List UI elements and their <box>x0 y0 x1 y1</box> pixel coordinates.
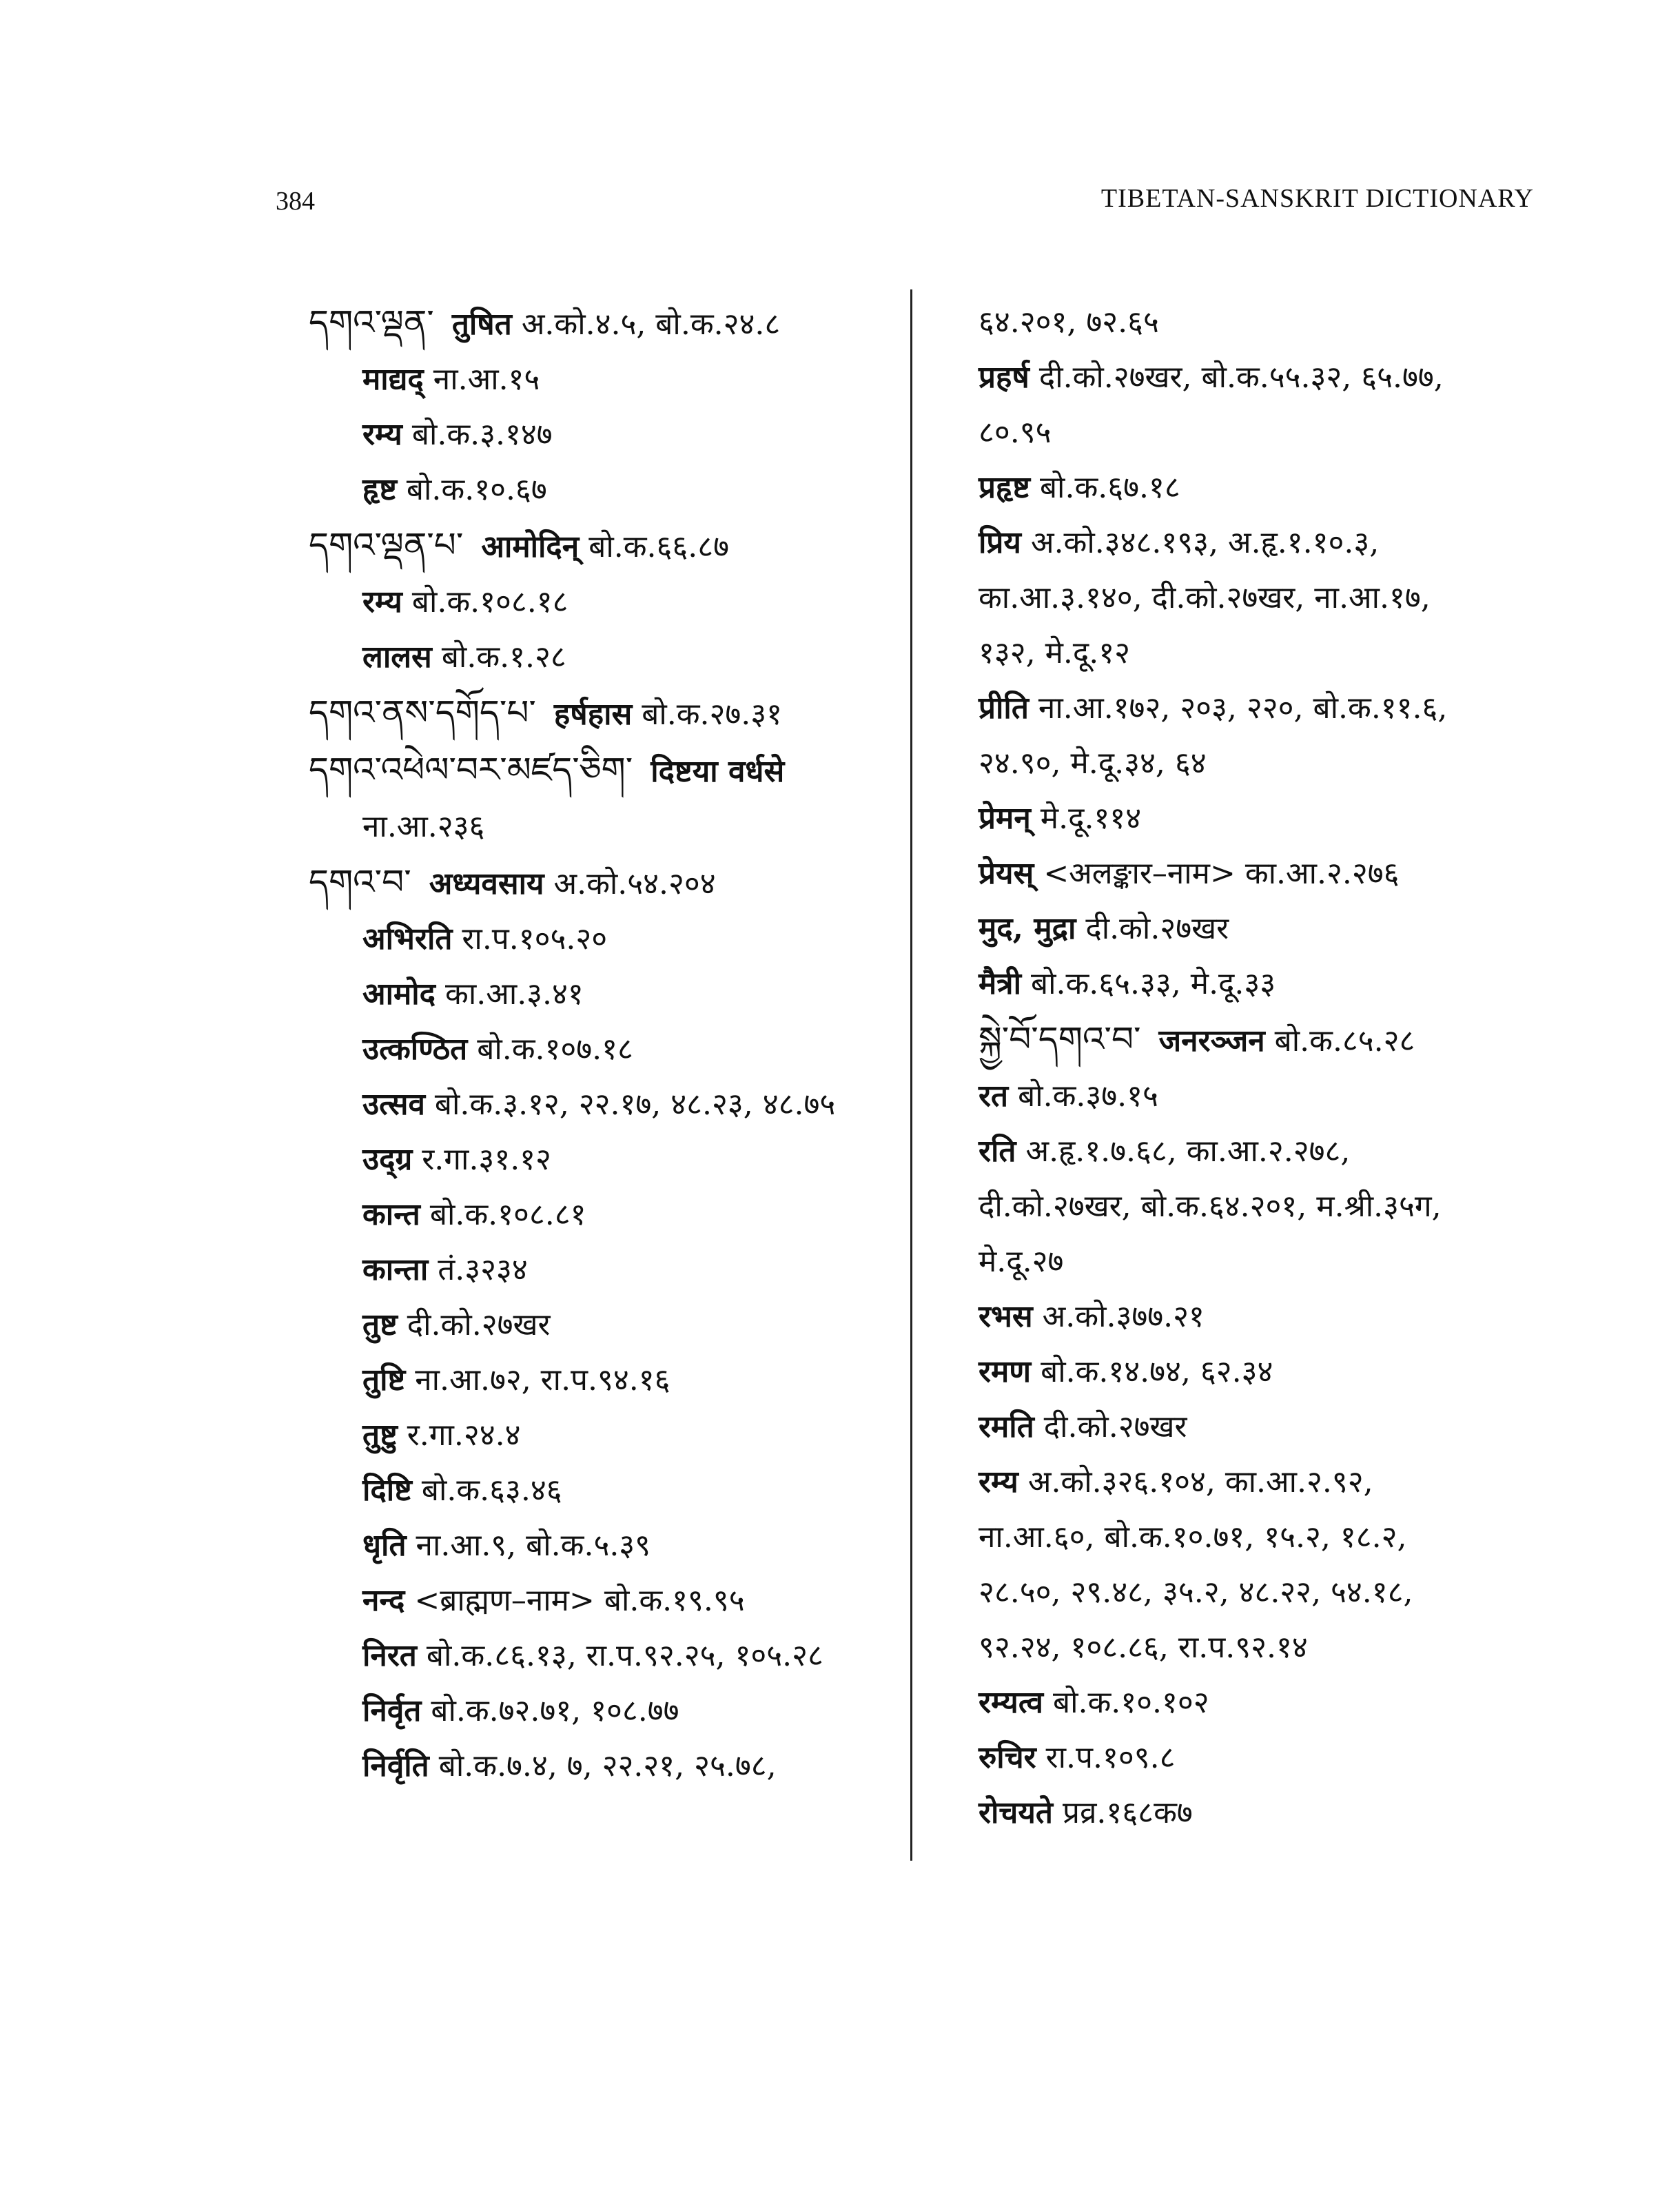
source-reference: १३२, मे.दू.१२ <box>979 635 1131 671</box>
sanskrit-headword: तुषित <box>451 307 512 342</box>
sanskrit-headword: तुष्टु <box>362 1418 398 1453</box>
source-reference: र.गा.३१.१२ <box>422 1142 551 1177</box>
sanskrit-headword: दिष्टि <box>362 1473 412 1508</box>
dictionary-entry-line <box>309 1243 901 1298</box>
sanskrit-headword: मैत्री <box>979 966 1021 1001</box>
sanskrit-headword: धृति <box>362 1528 407 1563</box>
source-reference: बो.क.३७.१५ <box>1018 1079 1158 1114</box>
source-reference: बो.क.१.२८ <box>441 640 566 675</box>
sanskrit-headword: निरत <box>362 1638 417 1673</box>
dictionary-entry-line <box>979 1620 1544 1675</box>
source-reference: बो.क.१०८.८१ <box>429 1197 586 1232</box>
tibetan-term: དགའ་ལྡན་པ་ <box>309 525 464 565</box>
dictionary-entry-line <box>309 295 901 352</box>
sanskrit-headword: रम्य <box>362 584 402 620</box>
source-reference: ना.आ.७२, रा.प.९४.१६ <box>415 1362 670 1398</box>
tibetan-term: དགའ་ལྡན་ <box>309 303 434 343</box>
dictionary-entry-line <box>979 295 1544 350</box>
source-reference: ६४.२०१, ७२.६५ <box>979 305 1159 340</box>
dictionary-entry-line <box>309 1353 901 1408</box>
dictionary-entry-line <box>309 575 901 630</box>
dictionary-right-column <box>979 295 1544 1841</box>
sanskrit-headword: हर्षहास <box>553 697 633 732</box>
source-reference: ना.आ.१७२, २०३, २२०, बो.क.११.६, <box>1038 691 1448 726</box>
source-reference: ना.आ.२३६ <box>362 809 485 844</box>
dictionary-entry-line <box>979 1234 1544 1289</box>
sanskrit-headword: रभस <box>979 1299 1033 1334</box>
dictionary-entry-line <box>979 1345 1544 1400</box>
sanskrit-headword: जनरञ्जन <box>1158 1023 1265 1059</box>
source-reference: र.गा.२४.४ <box>407 1418 521 1453</box>
source-reference: २८.५०, २९.४८, ३५.२, ४८.२२, ५४.१८, <box>979 1575 1413 1610</box>
sanskrit-headword: उत्कण्ठित <box>362 1032 468 1067</box>
dictionary-entry-line <box>309 1463 901 1518</box>
source-reference: बो.क.६७.१८ <box>1039 470 1180 505</box>
dictionary-entry-line <box>309 518 901 575</box>
sanskrit-headword: रम्य <box>362 417 402 452</box>
dictionary-entry-line <box>309 352 901 407</box>
sanskrit-headword: आमोद <box>362 977 436 1012</box>
dictionary-entry-line <box>979 1730 1544 1786</box>
sanskrit-headword: उद्‌ग्र <box>362 1142 413 1177</box>
source-reference: अ.को.४.५, बो.क.२४.८ <box>521 307 781 342</box>
source-reference: मे.दू.२७ <box>979 1244 1064 1279</box>
source-reference: बो.क.१०.१०२ <box>1052 1685 1209 1720</box>
sanskrit-headword: दिष्टया वर्धसे <box>651 754 785 789</box>
sanskrit-headword: प्रहृष्ट <box>979 470 1030 505</box>
sanskrit-headword: प्रहर्ष <box>979 360 1029 395</box>
dictionary-entry-line <box>979 1012 1544 1069</box>
source-reference: बो.क.६६.८७ <box>588 529 730 564</box>
source-reference: मे.दू.११४ <box>1040 801 1142 836</box>
source-reference: का.आ.३.१४०, दी.को.२७खर, ना.आ.१७, <box>979 580 1431 615</box>
source-reference: बो.क.७२.७१, १०८.७७ <box>431 1693 679 1728</box>
dictionary-entry-line <box>309 799 901 855</box>
source-reference: ना.आ.९, बो.क.५.३९ <box>416 1528 651 1563</box>
source-reference: तं.३२३४ <box>438 1252 528 1287</box>
dictionary-entry-line <box>979 350 1544 405</box>
sanskrit-headword: प्रेमन् <box>979 801 1031 836</box>
sanskrit-headword: तुष्टि <box>362 1362 406 1398</box>
dictionary-entry-line <box>979 1786 1544 1841</box>
sanskrit-headword: प्रेयस् <box>979 856 1034 891</box>
sanskrit-headword: आमोदिन् <box>481 529 580 564</box>
sanskrit-headword: उत्सव <box>362 1087 425 1122</box>
dictionary-entry-line <box>309 1518 901 1573</box>
source-reference: बो.क.१०८.१८ <box>411 584 568 620</box>
dictionary-entry-line <box>309 1408 901 1463</box>
sanskrit-headword: प्रीति <box>979 691 1029 726</box>
source-reference: <अलङ्कार–नाम> का.आ.२.२७६ <box>1043 856 1400 891</box>
source-reference: अ.को.५४.२०४ <box>553 866 716 901</box>
dictionary-entry-line <box>979 1510 1544 1565</box>
running-head: TIBETAN-SANSKRIT DICTIONARY <box>1100 184 1534 213</box>
dictionary-entry-line <box>309 1298 901 1353</box>
source-reference: बो.क.१४.७४, ६२.३४ <box>1041 1354 1273 1389</box>
tibetan-term: དགའ་ནས་དགོད་པ་ <box>309 693 536 733</box>
dictionary-entry-line <box>309 1739 901 1794</box>
source-reference: बो.क.८६.१३, रा.प.९२.२५, १०५.२८ <box>426 1638 823 1673</box>
dictionary-entry-line <box>309 1132 901 1187</box>
dictionary-entry-line <box>309 967 901 1022</box>
dictionary-entry-line <box>979 626 1544 681</box>
source-reference: का.आ.३.४१ <box>445 977 584 1012</box>
sanskrit-headword: प्रिय <box>979 525 1021 560</box>
dictionary-entry-line <box>979 846 1544 901</box>
dictionary-entry-line <box>979 405 1544 460</box>
dictionary-entry-line <box>309 855 901 912</box>
sanskrit-headword: कान्ता <box>362 1252 429 1287</box>
source-reference: रा.प.१०५.२० <box>462 921 608 957</box>
sanskrit-headword: हृष्ट <box>362 472 397 507</box>
sanskrit-headword: रुचिर <box>979 1740 1036 1775</box>
sanskrit-headword: अध्यवसाय <box>429 866 544 901</box>
source-reference: बो.क.३.१४७ <box>411 417 553 452</box>
source-reference: ८०.९५ <box>979 415 1052 450</box>
source-reference: बो.क.८५.२८ <box>1274 1023 1415 1059</box>
dictionary-entry-line <box>979 515 1544 571</box>
source-reference: दी.को.२७खर <box>1085 911 1229 946</box>
sanskrit-headword: निर्वृति <box>362 1748 429 1784</box>
sanskrit-headword: कान्त <box>362 1197 420 1232</box>
source-reference: बो.क.७.४, ७, २२.२१, २५.७८, <box>438 1748 777 1784</box>
dictionary-entry-line <box>309 1628 901 1684</box>
sanskrit-headword: रोचयते <box>979 1795 1053 1830</box>
source-reference: रा.प.१०९.८ <box>1045 1740 1176 1775</box>
sanskrit-headword: मुद, मुद्रा <box>979 911 1076 946</box>
dictionary-entry-line <box>979 1124 1544 1179</box>
sanskrit-headword: निर्वृत <box>362 1693 422 1728</box>
column-divider <box>910 289 912 1861</box>
dictionary-entry-line <box>979 1565 1544 1620</box>
dictionary-entry-line <box>309 1077 901 1132</box>
source-reference: बो.क.१०७.१८ <box>477 1032 633 1067</box>
source-reference: बो.क.१०.६७ <box>406 472 547 507</box>
dictionary-entry-line <box>979 1400 1544 1455</box>
source-reference: बो.क.६५.३३, मे.दू.३३ <box>1031 966 1276 1001</box>
sanskrit-headword: रमण <box>979 1354 1032 1389</box>
dictionary-entry-line <box>979 1455 1544 1510</box>
source-reference: <ब्राह्मण–नाम> बो.क.१९.९५ <box>414 1583 745 1618</box>
source-reference: दी.को.२७खर, बो.क.६४.२०१, म.श्री.३५ग, <box>979 1189 1442 1224</box>
dictionary-entry-line <box>309 407 901 462</box>
source-reference: बो.क.३.१२, २२.१७, ४८.२३, ४८.७५ <box>434 1087 836 1122</box>
sanskrit-headword: नन्द <box>362 1583 405 1618</box>
dictionary-entry-line <box>309 742 901 799</box>
sanskrit-headword: लालस <box>362 640 432 675</box>
source-reference: अ.को.३२६.१०४, का.आ.२.९२, <box>1027 1464 1373 1500</box>
source-reference: अ.को.३४८.१९३, अ.हृ.१.१०.३, <box>1030 525 1380 560</box>
dictionary-entry-line <box>979 1289 1544 1345</box>
dictionary-entry-line <box>979 571 1544 626</box>
source-reference: अ.को.३७७.२१ <box>1042 1299 1205 1334</box>
dictionary-entry-line <box>309 1684 901 1739</box>
dictionary-left-column <box>309 295 901 1794</box>
dictionary-entry-line <box>979 791 1544 846</box>
source-reference: बो.क.६३.४६ <box>421 1473 562 1508</box>
source-reference: बो.क.२७.३१ <box>642 697 783 732</box>
dictionary-entry-line <box>979 460 1544 515</box>
dictionary-entry-line <box>979 1179 1544 1234</box>
source-reference: ना.आ.६०, बो.क.१०.७१, १५.२, १८.२, <box>979 1520 1407 1555</box>
dictionary-entry-line <box>309 685 901 742</box>
source-reference: ९२.२४, १०८.८६, रा.प.९२.१४ <box>979 1630 1308 1665</box>
sanskrit-headword: रति <box>979 1134 1016 1169</box>
dictionary-entry-line <box>979 901 1544 957</box>
page-number: 384 <box>276 187 315 216</box>
dictionary-entry-line <box>979 957 1544 1012</box>
sanskrit-headword: अभिरति <box>362 921 453 957</box>
dictionary-entry-line <box>309 912 901 967</box>
tibetan-term: དགའ་འཕེལ་བར་མཛད་ཅིག་ <box>309 750 633 790</box>
source-reference: दी.को.२७खर <box>1043 1409 1187 1444</box>
dictionary-entry-line <box>979 736 1544 791</box>
sanskrit-headword: रमति <box>979 1409 1034 1444</box>
source-reference: प्रव्र.१६८क७ <box>1062 1795 1193 1830</box>
dictionary-entry-line <box>979 1675 1544 1730</box>
source-reference: दी.को.२७खर, बो.क.५५.३२, ६५.७७, <box>1038 360 1444 395</box>
sanskrit-headword: रत <box>979 1079 1009 1114</box>
dictionary-entry-line <box>309 1573 901 1628</box>
source-reference: ना.आ.१५ <box>433 362 540 397</box>
tibetan-term: སྐྱེ་བོ་དགའ་བ་ <box>979 1019 1141 1059</box>
dictionary-entry-line <box>309 630 901 685</box>
sanskrit-headword: रम्य <box>979 1464 1018 1500</box>
tibetan-term: དགའ་བ་ <box>309 862 411 902</box>
source-reference: २४.९०, मे.दू.३४, ६४ <box>979 746 1207 781</box>
dictionary-entry-line <box>979 1069 1544 1124</box>
sanskrit-headword: तुष्ट <box>362 1307 398 1342</box>
dictionary-entry-line <box>309 1022 901 1077</box>
sanskrit-headword: रम्यत्व <box>979 1685 1043 1720</box>
sanskrit-headword: माद्यद् <box>362 362 424 397</box>
source-reference: दी.को.२७खर <box>407 1307 551 1342</box>
source-reference: अ.हृ.१.७.६८, का.आ.२.२७८, <box>1025 1134 1351 1169</box>
dictionary-entry-line <box>309 1187 901 1243</box>
dictionary-entry-line <box>979 681 1544 736</box>
dictionary-entry-line <box>309 462 901 518</box>
